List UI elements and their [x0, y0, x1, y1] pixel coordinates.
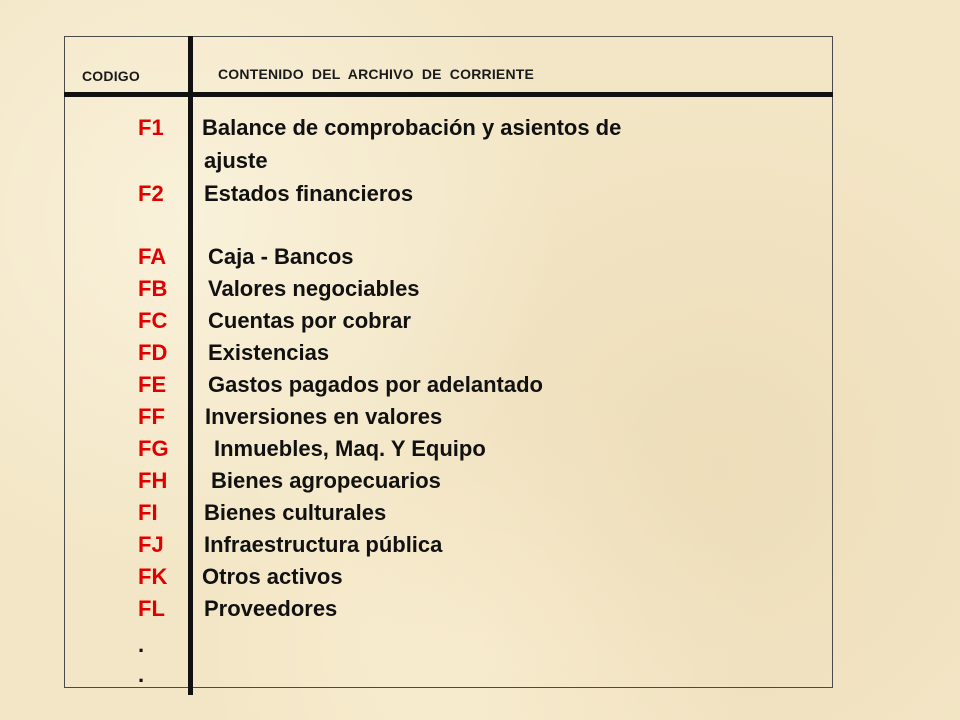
row-description: Existencias — [208, 340, 330, 365]
row-description: Inmuebles, Maq. Y Equipo — [214, 436, 486, 461]
row-code: . — [138, 662, 145, 687]
row-description: Valores negociables — [208, 276, 420, 301]
row-code: FK — [138, 564, 168, 589]
row-code: FL — [138, 596, 165, 621]
row-description: Balance de comprobación y asientos de — [202, 115, 622, 140]
row-code: FH — [138, 468, 168, 493]
row-code: F2 — [138, 181, 164, 206]
row-code: F1 — [138, 115, 164, 140]
row-description: Gastos pagados por adelantado — [208, 372, 543, 397]
content-column-header: CONTENIDO DEL ARCHIVO DE CORRIENTE — [218, 66, 535, 82]
row-code: FI — [138, 500, 158, 525]
row-code: FF — [138, 404, 165, 429]
row-description: Proveedores — [204, 596, 338, 621]
row-description: Bienes agropecuarios — [211, 468, 441, 493]
row-code: FD — [138, 340, 168, 365]
row-code: FG — [138, 436, 169, 461]
row-description-continuation: ajuste — [204, 148, 268, 173]
row-description: Infraestructura pública — [204, 532, 443, 557]
row-description: Inversiones en valores — [205, 404, 443, 429]
row-code: FC — [138, 308, 168, 333]
row-description: Bienes culturales — [204, 500, 387, 525]
row-code: FA — [138, 244, 167, 269]
row-description: Estados financieros — [204, 181, 414, 206]
row-code: . — [138, 632, 145, 657]
column-divider — [188, 36, 193, 695]
row-code: FB — [138, 276, 168, 301]
code-column-header: CODIGO — [82, 68, 140, 84]
header-divider — [64, 92, 833, 97]
row-description: Otros activos — [202, 564, 343, 589]
row-description: Cuentas por cobrar — [208, 308, 411, 333]
row-code: FJ — [138, 532, 164, 557]
row-description: Caja - Bancos — [208, 244, 354, 269]
row-code: FE — [138, 372, 167, 397]
